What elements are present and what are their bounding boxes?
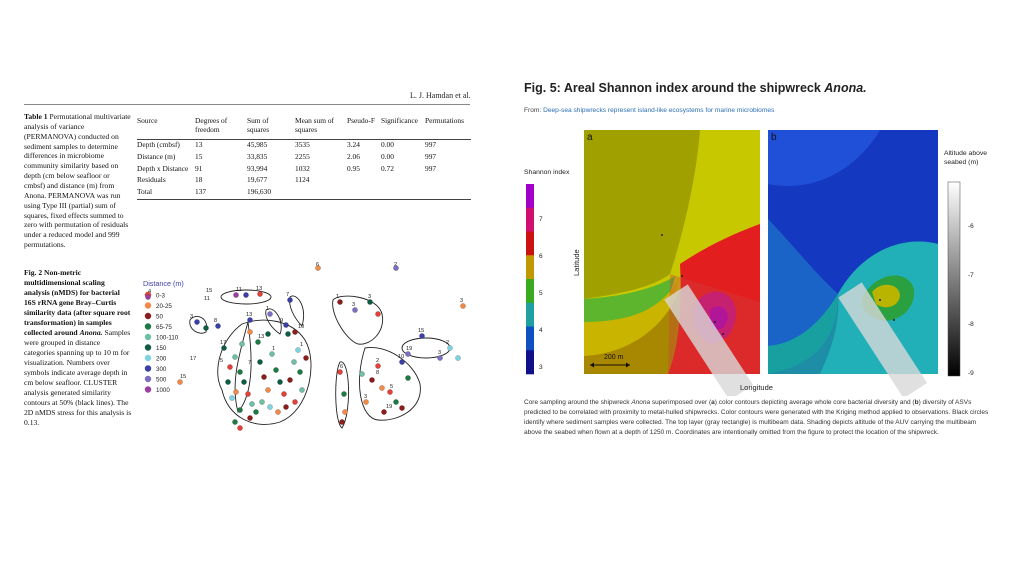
point-depth-label: 3: [438, 350, 442, 356]
caption-panel-a: a: [711, 399, 715, 406]
nmds-point: [261, 374, 266, 379]
caption-text: ) color contours depicting average whole core bacterial diversity and (: [714, 399, 915, 406]
cell: 0.72: [381, 163, 394, 173]
nmds-point: [399, 405, 404, 410]
caption-anona: Anona: [631, 399, 651, 406]
legend-swatch: [145, 365, 151, 371]
nmds-point: [339, 419, 344, 424]
col-significance: Significance: [381, 116, 418, 125]
cell: 997: [425, 139, 437, 149]
cell: [425, 175, 471, 187]
shannon-color-band: [526, 232, 534, 256]
nmds-point: [381, 409, 386, 414]
point-depth-label: 1: [336, 294, 340, 300]
shannon-color-band: [526, 255, 534, 279]
nmds-point: [337, 369, 342, 374]
nmds-point: [460, 303, 465, 308]
running-header-author: L. J. Hamdan et al.: [410, 91, 471, 100]
nmds-point: [194, 319, 199, 324]
nmds-point: [399, 359, 404, 364]
legend-swatch: [145, 334, 151, 340]
legend-label: 20-25: [156, 303, 172, 310]
sample-site: [879, 299, 881, 301]
altitude-title-line2: seabed (m): [944, 159, 979, 166]
fig5-shannon-maps: [520, 124, 1000, 396]
altitude-tick-label: -9: [968, 370, 974, 377]
shannon-colorbar: [526, 184, 534, 374]
nmds-point: [341, 391, 346, 396]
point-depth-label: 3: [364, 394, 368, 400]
nmds-point: [375, 363, 380, 368]
nmds-point: [369, 377, 374, 382]
nmds-point: [232, 419, 237, 424]
panel-a-map: [584, 130, 760, 396]
point-depth-label: 5: [390, 384, 394, 390]
sample-site: [714, 321, 716, 323]
nmds-point: [295, 347, 300, 352]
nmds-point: [247, 317, 252, 322]
altitude-tick-label: -8: [968, 321, 974, 328]
legend-title: Distance (m): [143, 279, 184, 288]
point-depth-label: 3: [460, 298, 464, 304]
col-source: Source: [137, 116, 158, 125]
cell: 91: [195, 163, 203, 173]
point-depth-label: 1: [272, 346, 276, 352]
nmds-point: [283, 404, 288, 409]
point-depth-label: 1: [300, 342, 304, 348]
cell: 33,835: [247, 151, 268, 161]
nmds-plot: [140, 262, 475, 444]
nmds-point: [145, 294, 150, 299]
sample-site: [893, 319, 895, 321]
legend-label: 65-75: [156, 324, 172, 331]
nmds-point: [379, 385, 384, 390]
point-depth-label: 17: [220, 340, 227, 346]
point-depth-label: 2: [446, 340, 450, 346]
nmds-point: [393, 399, 398, 404]
caption-text: Core sampling around the shipwreck: [524, 399, 632, 406]
nmds-point: [285, 331, 290, 336]
nmds-point: [257, 291, 262, 296]
from-label: From:: [524, 107, 544, 114]
permanova-table: [137, 115, 471, 200]
fig2-caption-anona: Anona.: [79, 328, 103, 338]
nmds-point: [303, 355, 308, 360]
nmds-point: [291, 359, 296, 364]
point-depth-label: 15: [418, 328, 425, 334]
shannon-color-band: [526, 327, 534, 351]
nmds-point: [177, 379, 182, 384]
nmds-point: [255, 339, 260, 344]
cell: [425, 187, 471, 199]
cell: 93,994: [247, 163, 268, 173]
legend-swatch: [145, 376, 151, 382]
nmds-point: [437, 355, 442, 360]
nmds-point: [245, 391, 250, 396]
table-row: [137, 139, 471, 151]
legend-swatch: [145, 344, 151, 350]
nmds-point: [237, 369, 242, 374]
point-depth-label: 2: [376, 358, 380, 364]
point-depth-label: 13: [258, 334, 265, 340]
fig2-caption-bold: Non-metric multidimensional scaling analysis (nMDS) for bacterial 16S rRNA gene Bray–Curtis similarity data (after square root transformation) in samples collected around: [24, 268, 131, 338]
shannon-color-band: [526, 184, 534, 208]
point-depth-label: 4: [148, 289, 152, 295]
point-depth-label: 3: [352, 302, 356, 308]
point-depth-label: 5: [220, 358, 224, 364]
caption-text: superimposed over (: [650, 399, 712, 406]
cell: [347, 187, 381, 199]
nmds-point: [287, 377, 292, 382]
point-depth-label: 17: [190, 356, 197, 362]
nmds-point: [455, 355, 460, 360]
altitude-tick-label: -6: [968, 223, 974, 230]
point-depth-label: 8: [376, 370, 380, 376]
cell: [295, 187, 347, 199]
table-row: [137, 164, 471, 176]
nmds-point: [277, 379, 282, 384]
shannon-color-band: [526, 303, 534, 327]
shannon-tick-label: 5: [539, 290, 543, 297]
legend-swatch: [145, 302, 151, 308]
altitude-legend-title: [944, 150, 989, 166]
cell: 0.00: [381, 151, 394, 161]
shannon-color-band: [526, 208, 534, 232]
panel-a-label: a: [587, 132, 593, 143]
caption-panel-b: b: [914, 399, 919, 406]
point-depth-label: 19: [406, 346, 413, 352]
nmds-point: [253, 409, 258, 414]
header-rule: [24, 104, 470, 105]
nmds-point: [259, 399, 264, 404]
shannon-color-band: [526, 279, 534, 303]
cell: 15: [195, 151, 203, 161]
point-depth-label: 8: [214, 318, 218, 324]
col-mss: Mean sum of squares: [295, 116, 334, 134]
nmds-point: [352, 307, 357, 312]
shannon-legend-title: Shannon index: [524, 169, 570, 176]
point-depth-label: 13: [256, 286, 263, 292]
nmds-point: [447, 345, 452, 350]
fig5-title-text: Fig. 5: Areal Shannon index around the shipwreck: [524, 81, 825, 95]
nmds-point: [267, 404, 272, 409]
nmds-point: [375, 311, 380, 316]
nmds-point: [297, 369, 302, 374]
y-axis-label: Latitude: [572, 249, 581, 276]
shannon-tick-label: 6: [539, 253, 543, 260]
nmds-point: [221, 345, 226, 350]
fig5-title-italic: Anona.: [824, 81, 867, 95]
point-depth-label: 15: [206, 288, 213, 294]
shannon-tick-label: 4: [539, 327, 543, 334]
point-depth-label: 3: [368, 294, 372, 300]
cell: 13: [195, 139, 203, 149]
nmds-point: [229, 395, 234, 400]
fig2-caption-text: Samples were grouped in distance categories spanning up to 10 m for visualization. Numbers over symbols indicate average depth in cm below seafloor. CLUSTER analysis generated similarity contours at 50% (black lines). The 2D nMDS stress for this analysis is 0.13.: [24, 328, 132, 428]
nmds-point: [281, 391, 286, 396]
nmds-point: [405, 351, 410, 356]
cell: 137: [195, 187, 207, 197]
sample-site: [722, 333, 724, 335]
cell: 0.95: [347, 163, 360, 173]
sample-site: [681, 275, 683, 277]
legend-swatch: [145, 323, 151, 329]
similarity-contours: [190, 290, 450, 428]
altitude-title-line1: Altitude above: [944, 150, 988, 157]
panel-b-map: [768, 130, 938, 396]
nmds-point: [225, 379, 230, 384]
nmds-point: [267, 311, 272, 316]
table-row: [137, 187, 471, 199]
point-depth-label: 1: [266, 306, 270, 312]
nmds-point: [273, 367, 278, 372]
nmds-point: [292, 399, 297, 404]
point-depth-label: 11: [236, 287, 242, 293]
nmds-point: [292, 329, 297, 334]
nmds-point: [275, 409, 280, 414]
nmds-point: [359, 371, 364, 376]
legend-swatch: [145, 355, 151, 361]
nmds-point: [247, 329, 252, 334]
table-header-row: [137, 115, 471, 139]
cell: 45,985: [247, 139, 268, 149]
table1-caption: [24, 112, 132, 250]
nmds-point: [247, 415, 252, 420]
point-depth-label: 3: [190, 314, 194, 320]
point-depth-label: 13: [246, 312, 253, 318]
nmds-point: [405, 375, 410, 380]
cell: 3.24: [347, 139, 360, 149]
fig5-title: [524, 81, 867, 95]
point-depth-label: 10: [298, 324, 305, 330]
altitude-colorbar: [948, 182, 960, 376]
fig2-caption: [24, 268, 132, 428]
legend-label: 300: [156, 366, 167, 373]
point-depth-label: 6: [340, 364, 344, 370]
cell: 19,677: [247, 175, 268, 185]
nmds-point: [265, 387, 270, 392]
nmds-point: [203, 325, 208, 330]
nmds-point: [363, 399, 368, 404]
nmds-points: [145, 262, 465, 431]
point-depth-label: 10: [398, 354, 405, 360]
point-depth-label: 11: [204, 296, 210, 302]
nmds-point: [283, 322, 288, 327]
cell: 1124: [295, 175, 310, 185]
nmds-point: [237, 407, 242, 412]
sample-site: [661, 234, 663, 236]
fig2-label: Fig. 2: [24, 268, 43, 277]
panel-b-label: b: [771, 132, 777, 143]
nmds-point: [233, 389, 238, 394]
table-row: [137, 175, 471, 187]
legend-label: 500: [156, 376, 167, 384]
cell: 2.06: [347, 151, 360, 161]
cell: Depth x Distance: [137, 163, 189, 173]
cell: 2255: [295, 151, 310, 161]
table1-caption-text: Permutational multivariate analysis of variance (PERMANOVA) conducted on sediment samples to determine differences in microbiome community similarity based on depth (cm below seafloor or cmbsf) and distance (m) from Anona. PERMANOVA was run using Type III (partial) sum of squares, fixed effects summed to zero with permutation of residuals under a reduced model and 999 permutations.: [24, 112, 131, 250]
cell: 0.00: [381, 139, 394, 149]
fig5-source: [524, 107, 774, 114]
cell: [381, 175, 425, 187]
point-depth-label: 7: [248, 360, 252, 366]
point-depth-label: 19: [386, 404, 393, 410]
cell: [347, 175, 381, 187]
table1-label: Table 1: [24, 112, 48, 121]
col-pseudof: Pseudo-F: [347, 116, 375, 125]
legend-swatch: [145, 313, 151, 319]
nmds-point: [367, 299, 372, 304]
nmds-point: [287, 297, 292, 302]
cell: 997: [425, 163, 437, 173]
cell: 196,630: [247, 187, 272, 197]
nmds-point: [227, 364, 232, 369]
nmds-point: [241, 379, 246, 384]
cell: [381, 187, 425, 199]
source-article-link[interactable]: Deep-sea shipwrecks represent island-like ecosystems for marine microbiomes: [543, 107, 775, 114]
point-depth-label: 7: [286, 292, 290, 298]
nmds-point: [337, 299, 342, 304]
nmds-point: [249, 401, 254, 406]
x-axis-label: Longitude: [740, 383, 773, 392]
contour: [218, 320, 311, 424]
nmds-point: [299, 387, 304, 392]
shannon-ticks: [539, 216, 543, 371]
col-df: Degrees of freedom: [195, 116, 228, 134]
nmds-point: [233, 292, 238, 297]
cell: 997: [425, 151, 437, 161]
point-depth-label: 9: [280, 318, 284, 324]
nmds-point: [239, 341, 244, 346]
legend-label: 100-110: [156, 334, 179, 342]
nmds-point: [387, 389, 392, 394]
legend-label: 200: [156, 355, 167, 363]
nmds-point: [257, 359, 262, 364]
table-row: [137, 152, 471, 164]
cell: 3535: [295, 139, 310, 149]
legend-label: 0-3: [156, 292, 165, 300]
cell: Distance (m): [137, 151, 176, 161]
shannon-tick-label: 7: [539, 216, 543, 223]
altitude-tick-label: -7: [968, 272, 974, 279]
cell: 1032: [295, 163, 310, 173]
legend-label: 50: [156, 313, 163, 321]
nmds-point: [342, 409, 347, 414]
col-permutations: Permutations: [425, 116, 465, 125]
legend-label: 150: [156, 345, 167, 352]
cell: Depth (cmbsf): [137, 139, 180, 149]
point-depth-label: 6: [316, 262, 320, 268]
legend: [145, 292, 179, 394]
point-depth-label: 2: [394, 262, 398, 268]
shannon-color-band: [526, 350, 534, 374]
cell: Residuals: [137, 175, 166, 185]
nmds-point: [215, 323, 220, 328]
point-depth-label: 15: [180, 374, 187, 380]
nmds-point: [269, 351, 274, 356]
shannon-tick-label: 3: [539, 364, 543, 371]
cell: 18: [195, 175, 203, 185]
nmds-point: [243, 292, 248, 297]
legend-label: 1000: [156, 387, 170, 394]
nmds-point: [265, 331, 270, 336]
legend-swatch: [145, 386, 151, 392]
nmds-point: [419, 333, 424, 338]
caption-text: ) diversity of ASVs predicted to be correlated with proximity to metal-hulled shipwrecks. Color contours were generated with the Kriging method applied to observations. Black circles identify where sediment samples were collected. The top layer (gray rectangle) is multibeam data. Shading depicts altitude of the AUV carrying the multibeam above the seabed when flown at a depth of 1250 m. Coordinates are intentionally omitted from the figure to protect the location of the shipwreck.: [524, 399, 989, 437]
scale-bar-label: 200 m: [604, 354, 624, 361]
col-ss: Sum of squares: [247, 116, 270, 134]
contour: [235, 322, 251, 412]
altitude-ticks: [968, 223, 974, 377]
nmds-point: [232, 354, 237, 359]
nmds-point: [237, 425, 242, 430]
cell: Total: [137, 187, 153, 197]
fig5-caption: [524, 398, 994, 438]
